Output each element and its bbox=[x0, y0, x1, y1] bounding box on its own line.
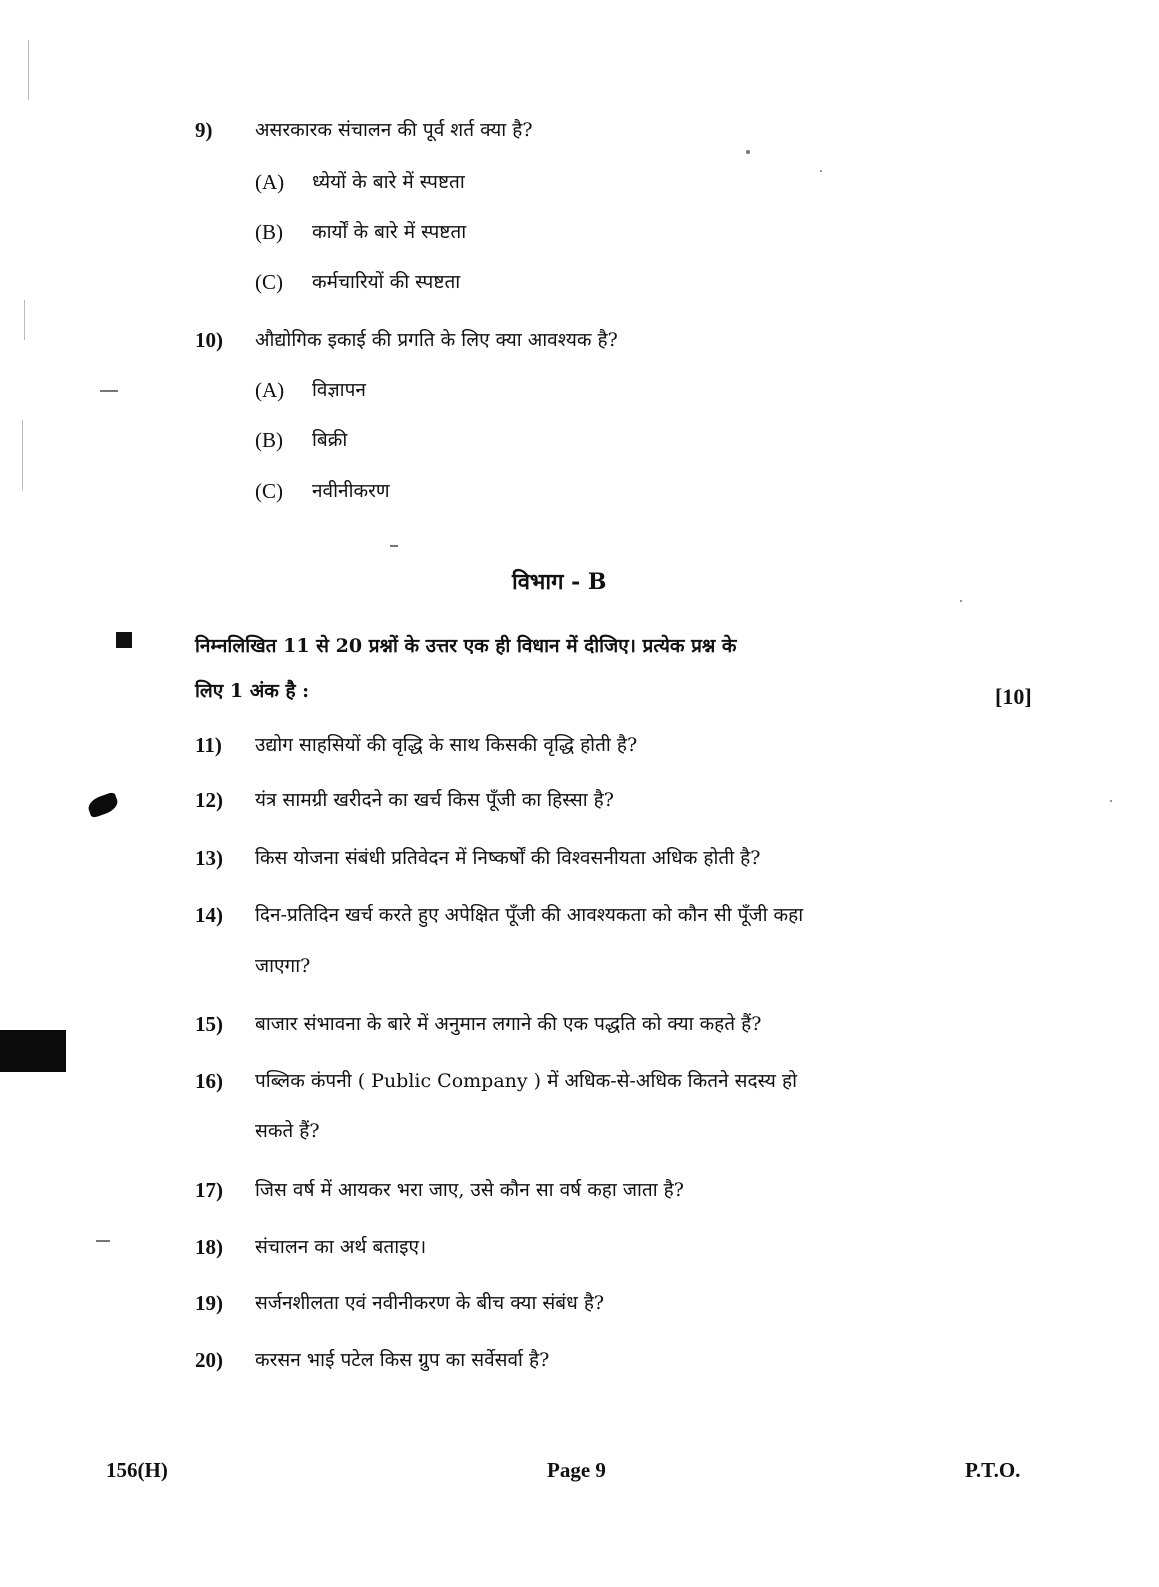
question-number: 14) bbox=[195, 903, 223, 927]
scan-speck bbox=[28, 40, 29, 100]
scan-speck bbox=[960, 600, 962, 602]
option-text: नवीनीकरण bbox=[312, 480, 390, 502]
question-number: 15) bbox=[195, 1012, 223, 1036]
question-text: करसन भाई पटेल किस ग्रुप का सर्वेसर्वा है? bbox=[255, 1349, 550, 1371]
scan-speck bbox=[390, 545, 398, 547]
section-instruction: लिए 1 अंक है : bbox=[195, 680, 310, 702]
section-title: विभाग - B bbox=[512, 569, 607, 595]
option-text: ध्येयों के बारे में स्पष्टता bbox=[312, 171, 465, 193]
question-text: बाजार संभावना के बारे में अनुमान लगाने की एक पद्धति को क्या कहते हैं? bbox=[255, 1013, 762, 1035]
scan-mark-arrow bbox=[86, 791, 120, 818]
question-number: 10) bbox=[195, 328, 223, 352]
question-text: किस योजना संबंधी प्रतिवेदन में निष्कर्षों की विश्वसनीयता अधिक होती है? bbox=[255, 847, 761, 869]
question-text: जिस वर्ष में आयकर भरा जाए, उसे कौन सा वर्ष कहा जाता है? bbox=[255, 1179, 684, 1201]
scan-speck bbox=[820, 170, 822, 172]
question-number: 20) bbox=[195, 1348, 223, 1372]
scan-speck bbox=[96, 1240, 110, 1242]
page-number: Page 9 bbox=[547, 1458, 606, 1482]
scan-mark-left bbox=[0, 1030, 66, 1072]
question-text: दिन-प्रतिदिन खर्च करते हुए अपेक्षित पूँजी की आवश्यकता को कौन सी पूँजी कहा bbox=[255, 904, 804, 926]
question-number: 11) bbox=[195, 733, 222, 757]
question-number: 18) bbox=[195, 1235, 223, 1259]
question-text-continued: सकते हैं? bbox=[255, 1120, 320, 1142]
option-letter: (B) bbox=[255, 220, 283, 244]
section-instruction: निम्नलिखित 11 से 20 प्रश्नों के उत्तर एक ही विधान में दीजिए। प्रत्येक प्रश्न के bbox=[195, 635, 737, 657]
bullet-square-icon bbox=[116, 632, 132, 648]
scan-speck bbox=[24, 300, 25, 340]
option-text: विज्ञापन bbox=[312, 379, 366, 401]
question-text: औद्योगिक इकाई की प्रगति के लिए क्या आवश्यक है? bbox=[255, 329, 618, 351]
question-number: 12) bbox=[195, 788, 223, 812]
paper-code: 156(H) bbox=[106, 1458, 168, 1482]
question-number: 19) bbox=[195, 1291, 223, 1315]
question-number: 17) bbox=[195, 1178, 223, 1202]
question-text: सर्जनशीलता एवं नवीनीकरण के बीच क्या संबंध है? bbox=[255, 1292, 605, 1314]
option-text: कार्यों के बारे में स्पष्टता bbox=[312, 221, 467, 243]
question-text: पब्लिक कंपनी ( Public Company ) में अधिक-से-अधिक कितने सदस्य हो bbox=[255, 1070, 797, 1092]
option-letter: (B) bbox=[255, 428, 283, 452]
scan-speck bbox=[1110, 800, 1112, 802]
option-letter: (C) bbox=[255, 270, 283, 294]
option-letter: (A) bbox=[255, 170, 285, 194]
question-text: असरकारक संचालन की पूर्व शर्त क्या है? bbox=[255, 119, 533, 141]
section-marks: [10] bbox=[995, 684, 1032, 709]
option-text: कर्मचारियों की स्पष्टता bbox=[312, 271, 461, 293]
question-number: 16) bbox=[195, 1069, 223, 1093]
pto-label: P.T.O. bbox=[965, 1458, 1021, 1482]
scan-speck bbox=[746, 150, 750, 154]
question-number: 13) bbox=[195, 846, 223, 870]
option-text: बिक्री bbox=[312, 429, 348, 451]
scan-speck bbox=[22, 420, 23, 490]
question-text: यंत्र सामग्री खरीदने का खर्च किस पूँजी का हिस्सा है? bbox=[255, 789, 614, 811]
option-letter: (A) bbox=[255, 378, 285, 402]
question-text-continued: जाएगा? bbox=[255, 955, 311, 977]
scan-speck bbox=[100, 390, 118, 392]
question-number: 9) bbox=[195, 118, 213, 142]
question-text: संचालन का अर्थ बताइए। bbox=[255, 1236, 427, 1258]
question-text: उद्योग साहसियों की वृद्धि के साथ किसकी वृद्धि होती है? bbox=[255, 734, 638, 756]
option-letter: (C) bbox=[255, 479, 283, 503]
